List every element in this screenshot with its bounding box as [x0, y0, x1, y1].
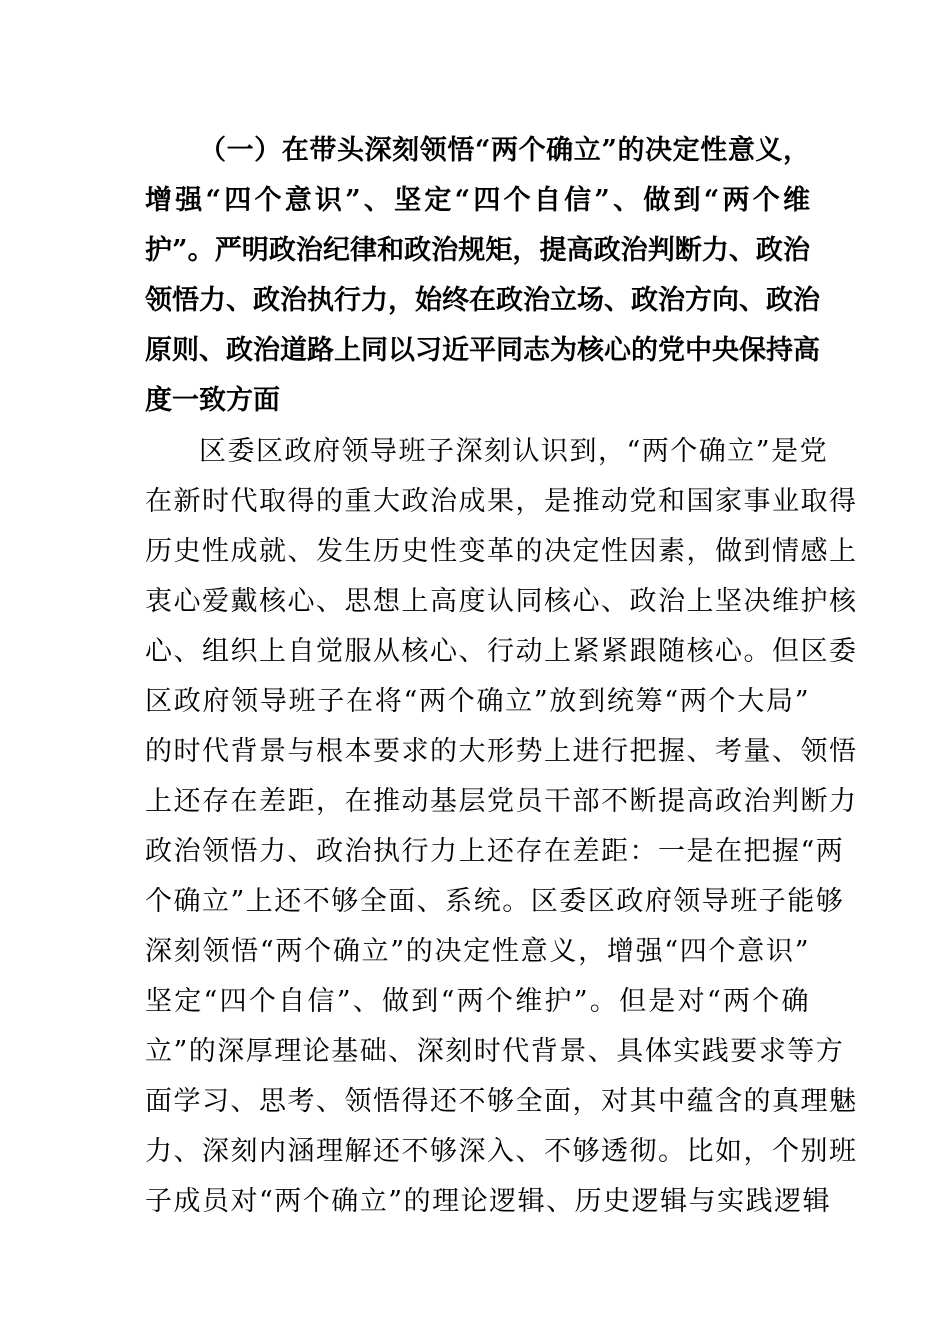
heading-line: 增强“四个意识”、坚定“四个自信”、做到“两个维 [145, 185, 810, 216]
body-line: 在新时代取得的重大政治成果，是推动党和国家事业取得 [145, 486, 858, 517]
body-line: 上还存在差距，在推动基层党员干部不断提高政治判断力 [145, 786, 858, 817]
body-line: 面学习、思考、领悟得还不够全面，对其中蕴含的真理魅 [145, 1086, 858, 1117]
heading-line: 领悟力、政治执行力，始终在政治立场、政治方向、政治 [145, 285, 820, 316]
body-line: 的时代背景与根本要求的大形势上进行把握、考量、领悟 [145, 736, 858, 767]
body-line: 政治领悟力、政治执行力上还存在差距：一是在把握“两 [145, 836, 845, 867]
body-line: 区委区政府领导班子深刻认识到，“两个确立”是党 [199, 436, 829, 467]
body-line: 个确立”上还不够全面、系统。区委区政府领导班子能够 [145, 886, 845, 917]
heading-line: （一）在带头深刻领悟“两个确立”的决定性意义， [199, 135, 810, 166]
heading-line: 原则、政治道路上同以习近平同志为核心的党中央保持高 [145, 335, 820, 366]
body-line: 子成员对“两个确立”的理论逻辑、历史逻辑与实践逻辑 [145, 1186, 832, 1217]
body-paragraph [145, 427, 858, 1227]
body-line: 立”的深厚理论基础、深刻时代背景、具体实践要求等方 [145, 1036, 845, 1067]
body-line: 衷心爱戴核心、思想上高度认同核心、政治上坚决维护核 [145, 586, 858, 617]
body-line: 区政府领导班子在将“两个确立”放到统筹“两个大局” [145, 686, 810, 717]
heading-line: 度一致方面 [145, 385, 280, 416]
body-line: 坚定“四个自信”、做到“两个维护”。但是对“两个确 [145, 986, 810, 1017]
body-line: 力、深刻内涵理解还不够深入、不够透彻。比如，个别班 [145, 1136, 858, 1167]
body-line: 深刻领悟“两个确立”的决定性意义，增强“四个意识” [145, 936, 810, 967]
body-line: 心、组织上自觉服从核心、行动上紧紧跟随核心。但区委 [145, 636, 858, 667]
body-line: 历史性成就、发生历史性变革的决定性因素，做到情感上 [145, 536, 858, 567]
section-heading [145, 126, 820, 426]
heading-line: 护”。严明政治纪律和政治规矩，提高政治判断力、政治 [145, 235, 810, 266]
